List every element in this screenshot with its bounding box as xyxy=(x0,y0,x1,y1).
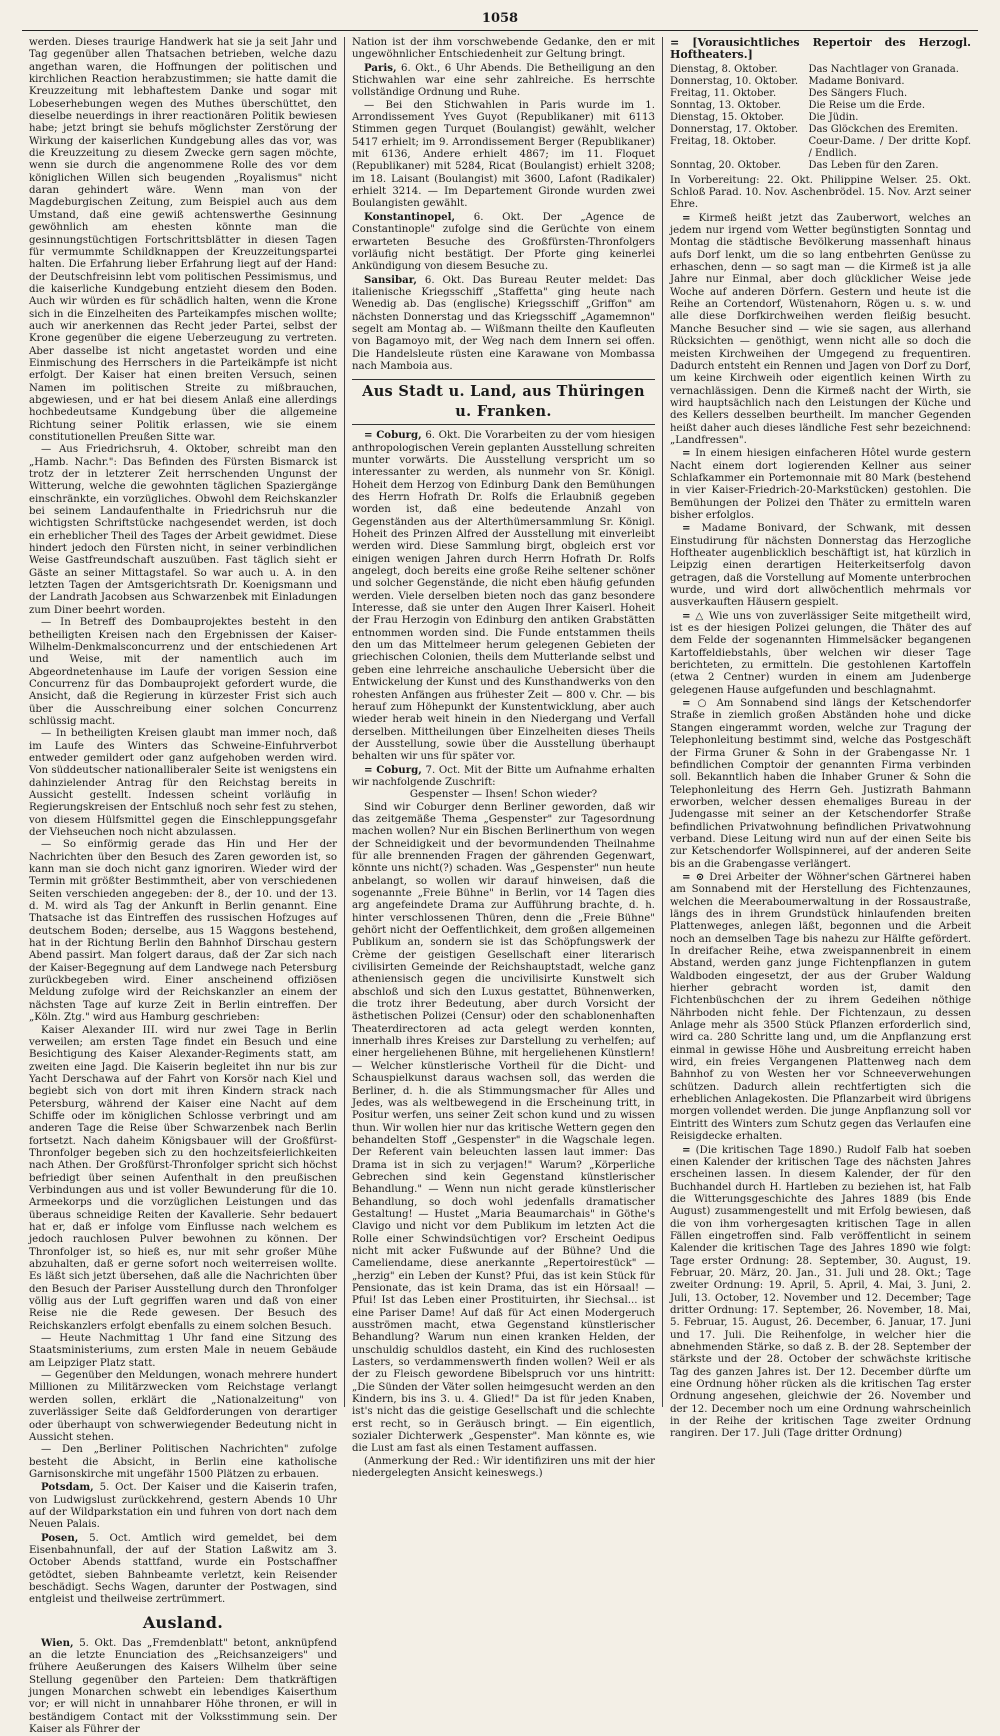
col1-paragraph-12 xyxy=(29,1637,337,1736)
col3-paragraph-2 xyxy=(670,447,971,522)
repertoire-date: Dienstag, 8. Oktober. xyxy=(670,63,778,75)
repertoire-date: Sonntag, 20. Oktober. xyxy=(670,159,782,171)
col1-paragraph-1: werden. Dieses traurige Handwerk hat sie ja seit Jahr und Tag gegenüber allen Thatsachen betrieben, welche dazu angethan waren, die Hoffnungen der politischen und kirchlichen Reaction herabzustimmen; sie hatte damit die Kreuzzeitung mit lebhaftestem Danke und sogar mit Lobeserhebungen wegen des Muthes überschüttet, den dieselbe neuerdings in ihrer reactionären Politik bewiesen habe; jetzt bringt sie behufs möglichster Zerstörung der Wirkung der kaiserlichen Kundgebung alles das vor, was die Kreuzzeitung zu diesem Zwecke gern sagen möchte, wenn sie durch die angenommene Rolle des vor dem königlichen Willen sich beugenden „Royalismus" nicht daran gehindert wäre. Wenn man von der Magdeburgischen Zeitung, zum Beispiel auch aus dem Umstand, daß eine gewiß achtenswerthe Gesinnung gewöhnlich am ehesten könnte man die gesinnungstüchtigen Fortschrittsblätter in diesen Tagen für vermummte Schildknappen der Kreuzzeitungspartei halten. Die Erfahrung lieber Erfahrung liegt auf der Hand: der Deutschfreisinn lebt vom politischen Pessimismus, und die kaiserliche Kundgebung entzieht diesem den Boden. Auch wir würden es für schädlich halten, wenn die Krone sich in die Einzelheiten des Parteikampfes mischen wollte; auch wir anerkennen das Recht jeder Partei, selbst der Krone gegenüber die eigene Ueberzeugung zu vertreten. Aber dasselbe ist nicht angetastet worden und eine Einmischung des Herrschers in die Parteikämpfe ist nicht erfolgt. Der Kaiser hat einen breiten Versuch, seinen Namen im politischen Streite zu mißbrauchen, abgewiesen, und er hat bei diesem Anlaß eine allerdings hochbedeutsame Kundgebung über die allgemeine Richtung seiner Politik erlassen, wie sie einem constitutionellen Preußen Sitte war. xyxy=(29,37,337,443)
repertoire-row xyxy=(670,124,971,136)
dateline-potsdam: Potsdam, xyxy=(41,1481,94,1494)
dateline-posen: Posen, xyxy=(41,1531,79,1544)
repertoire-date: Dienstag, 15. Oktober. xyxy=(670,111,785,123)
section-heading-ausland: Ausland. xyxy=(142,1612,224,1632)
repertoire-play: Das Glöckchen des Eremiten. xyxy=(808,123,959,135)
repertoire-date: Sonntag, 13. Oktober. xyxy=(670,99,782,111)
col2-paragraph-8: Gespenster — Ihsen! Schon wieder? xyxy=(409,789,598,801)
col2-paragraph-9: Sind wir Coburger denn Berliner geworden, daß wir das zeitgemäße Thema „Gespenster" zur Tagesordnung machen wollen? Nur ein Bischen Berlinerthum von wegen der Schneidigkeit und der bevormundenden Theilnahme für alle brennenden Fragen der gährenden Gegenwart, könnte uns nicht(?) schaden. Was „Gespenster" nun heute anbelangt, so wollen wir darauf hinweisen, daß die sogenannte „Freie Bühne" in Berlin, vor 14 Tagen dies arg angefeindete Drama zur Aufführung brachte, d. h. hinter verschlossenen Thüren, denn die „Freie Bühne" gehört nicht der Oeffentlichkeit, dem großen allgemeinen Publikum an, sondern sie ist das Schöpfungswerk der Crème der geistigen Gesellschaft einer literarisch civilisirten Gemeinde der Reichshauptstadt, welche ganz atheniensisch gegen die uncivilisirte Kunstwelt sich abschloß und sich den Luxus gestattet, Bühnenwerken, die trotz ihrer Bedeutung, aber durch Vorsicht der ästhetischen Polizei (Censur) oder den schablonenhaften Theaterdirectoren ad acta gelegt werden konnten, innerhalb ihres Kreises zur Darstellung zu verhelfen; auf einer hergeliehenen Bühne, mit hergeliehenen Künstlern! — Welcher künstlerische Vortheil für die Dicht- und Schauspielkunst daraus wachsen soll, das werden die Berliner, d. h. die als Stimmungsmacher für Alles und Jedes, was als weltbewegend in die Erscheinung tritt, in Positur werfen, uns seiner Zeit schon kund und zu wissen thun. Wir wollen hier nur das kritische Wettern gegen den behandelten Stoff „Gespenster" in die Wagschale legen. Der Referent vain beleuchten lassen laut immer: Das Drama ist in sich zu verjagen!" Warum? „Körperliche Gebrechen sind kein Gegenstand künstlerischer Behandlung." — Wenn nun nicht gerade künstlerischer Behandlung, so doch wohl jedenfalls dramatischer Gestaltung! — Hustet „Maria Beaumarchais" in Göthe's Clavigo und nicht vor dem Publikum im letzten Act die Rolle einer Schwindsüchtigen vor? Erscheint Oedipus nicht mit acker Fußwunde auf der Bühne? Und die Cameliendame, diese anerkannte „Repertoirestück" — „herzig" ein Leben der Kunst? Pfui, das ist kein Stück für Pensionate, das ist kein Drama, das ist ein Hörsaal! — Pfui! Ist das Leben einer Prostituirten, ihr Siechsal... ist eine Pariser Dame! Auf daß für Act einen Modergeruch ausströmen macht, etwa Gegenstand künstlerischer Behandlung? Warum nun einen kranken Helden, der unschuldig schuldlos dasteht, ein Kind des ruchlosesten Lasters, so verdammenswerth finden wollen? Weil er als der zu Fleisch gewordene Bibelspruch vor uns hintritt: „Die Sünden der Väter sollen heimgesucht werden an den Kindern, bis ins 3. u. 4. Glied!" Da ist für jeden Knaben, ist's nicht das die geistige Gesellschaft und die schlechte erst recht, so in Geräusch bringt. — Ein eigentlich, sozialer Dichterwerk „Gespenster". Man könnte es, wie die Lust am fast als einen Testament auffassen. xyxy=(352,801,655,1455)
repertoire-date: Donnerstag, 10. Oktober. xyxy=(670,75,799,87)
col3-paragraph-4 xyxy=(670,610,971,697)
equals-mark-icon: = xyxy=(364,429,373,442)
col2-paragraph-10: (Anmerkung der Red.: Wir identifiziren uns mit der hier niedergelegten Ansicht keineswegs.) xyxy=(352,1455,655,1480)
col2-paragraph-2 xyxy=(352,62,655,100)
col2-paragraph-5 xyxy=(352,274,655,374)
col2-paragraph-1: Nation ist der ihm vorschwebende Gedanke, den er mit ungewöhnlicher Entschiedenheit zur Geltung bringt. xyxy=(352,37,655,61)
repertoire-date: Freitag, 18. Oktober. xyxy=(670,135,777,147)
dateline-konstantinopel: Konstantinopel, xyxy=(364,210,456,223)
col3-paragraph-7 xyxy=(670,1144,971,1441)
repertoire-note: In Vorbereitung: 22. Okt. Philippine Welser. 25. Okt. Schloß Parad. 10. Nov. Aschenbrödel. 15. Nov. Arzt seiner Ehre. xyxy=(670,174,971,211)
col3-paragraph-5-text: Am Sonnabend sind längs der Ketschendorfer Straße in ziemlich großen Abständen hohe und dicke Stangen eingerammt worden, welche zur Tragung der Telephonleitung bestimmt sind, welche das Postgeschäft der Firma Gruner & Sohn in der Grabengasse Nr. 1 befindlichen Comptoir der genannten Firma verbinden soll. Bekanntlich haben die Inhaber Gruner & Sohn die Telephonleitung des Herrn Geh. Justizrath Bahmann erworben, welcher dessen ehemaliges Bureau in der Judengasse mit seiner an der Ketschendorfer Straße befindlichen Privatwohnung befindlichen Privatwohnung verband. Diese Leitung wird nun auf der einen Seite bis zur Ketschendorfer Wollspinnerei, auf der anderen Seite bis an die Grabengasse verlängert. xyxy=(670,698,971,870)
equals-mark-icon: = xyxy=(682,1143,691,1156)
col3-paragraph-4-text: Wie uns von zuverlässiger Seite mitgetheilt wird, ist es der hiesigen Polizei gelungen, die Thäter des auf dem Felde der sogenannten Himmelsäcker begangenen Kartoffeldiebstahls, über welchen wir dieser Tage berichteten, zu ermitteln. Die gestohlenen Kartoffeln (etwa 2 Centner) wurden in einem am Judenberge gelegenen Hause aufgefunden und beschlagnahmt. xyxy=(670,610,971,696)
repertoire-play: Coeur-Dame. / Der dritte Kopf. / Endlich. xyxy=(808,135,971,159)
equals-mark-icon: = xyxy=(682,211,691,224)
repertoire-play: Die Jüdin. xyxy=(808,111,859,123)
repertoire-row xyxy=(670,112,971,124)
col1-paragraph-9: — Den „Berliner Politischen Nachrichten" zufolge besteht die Absicht, in Berlin eine katholische Garnisonskirche mit ungefähr 1500 Plätzen zu erbauen. xyxy=(29,1444,337,1480)
repertoire-play: Madame Bonivard. xyxy=(808,75,905,87)
col3-paragraph-6 xyxy=(670,871,971,1144)
col3-paragraph-1 xyxy=(670,212,971,448)
repertoire-play: Das Nachtlager von Granada. xyxy=(808,63,959,75)
repertoire-row xyxy=(670,136,971,160)
col3-paragraph-5 xyxy=(670,697,971,871)
circle-mark-icon: = ○ xyxy=(682,697,710,710)
col2-paragraph-5-text: 6. Okt. Das Bureau Reuter meldet: Das italienische Kriegsschiff „Staffetta" ging heute nach Wenedig ab. Das (englische) Kriegsschiff „Griffon" am nächsten Donnerstag und das Kriegsschiff „Agamemnon" segelt am Montag ab. — Wißmann theilte den Kaufleuten von Bagamoyo mit, der Weg nach dem Innern sei offen. Die Handelsleute rüsten eine Karawane von Mombassa nach Mamboia aus. xyxy=(352,274,655,372)
dateline-wien: Wien, xyxy=(41,1636,74,1649)
columns xyxy=(22,36,978,1736)
col3-paragraph-1-text: Kirmeß heißt jetzt das Zauberwort, welches an jedem nur irgend vom Wetter begünstigten Sonntag und Montag die städtische Bevölkerung massenhaft hinaus aufs Dorf lenkt, um die so lang entbehrten Genüsse zu erhaschen, denn — so sagt man — die Kirmeß ist ja alle Jahre nur Einmal, aber doch glücklicher Weise jede Woche auf anderen Dörfern. Gestern und heute ist die Reihe an Cortendorf, Wüstenahorn, Rögen u. s. w. und alle diese Dorfkirchweihen werden fleißig besucht. Manche Besucher sind — wie sie sagen, aus allerhand Rücksichten — genöthigt, wenn nicht alle so doch die meisten Kirchweihen der Umgegend zu frequentiren. Dadurch entsteht ein Rennen und Jagen von Dorf zu Dorf, um keine Kirchweih oder eigentlich keinen Wirth zu vernachlässigen. Denn die Kirmeß nacht der Wirth, sie wird hauptsächlich nach den Leistungen der Küche und des Kellers desselben beurtheilt. Im mancher Gegenden heißt daher auch dieses ländliche Fest sehr bezeichnend: „Landfressen". xyxy=(670,212,971,446)
column-2 xyxy=(344,37,662,1480)
equals-mark-icon: = xyxy=(364,763,373,776)
repertoire-play: Die Reise um die Erde. xyxy=(808,99,926,111)
col3-paragraph-7-text: (Die kritischen Tage 1890.) Rudolf Falb hat soeben einen Kalender der kritischen Tage des nächsten Jahres erscheinen lassen. In diesem Kalender, der für den Buchhandel durch H. Hartleben zu beziehen ist, hat Falb die Witterungsgeschichte des Jahres 1889 (bis Ende August) zusammengestellt und mit Erfolg bewiesen, daß die von ihm vorhergesagten kritischen Tage in allen Fällen eingetroffen sind. Falb veröffentlicht in seinem Kalender die kritischen Tage des Jahres 1890 wie folgt: Tage erster Ordnung: 28. September, 30. August, 19. Februar, 20. März, 20. Jan., 31. Juli und 28. Okt.; Tage zweiter Ordnung: 19. April, 5. April, 4. Mai, 3. Juni, 2. Juli, 13. October, 12. November und 12. December; Tage dritter Ordnung: 17. September, 26. November, 18. Mai, 5. Februar, 15. August, 26. December, 6. Januar, 17. Juni und 17. Juli. Die Reihenfolge, in welcher hier die abnehmenden Stärke, so daß z. B. der 28. September der stärkste und der 28. October der schwächste kritische Tag des ganzen Jahres ist. Der 12. December dürfte um eine Ordnung höher rücken als die kritischen Tag erster Ordnung angesehen, gleichwie der 26. November und der 12. December noch um eine Ordnung wahrscheinlich in der Reihe der kritischen Tage zweiter Ordnung rangiren. Der 17. Juli (Tage dritter Ordnung) xyxy=(670,1144,971,1440)
col2-paragraph-4-text: 6. Okt. Der „Agence de Constantinople" zufolge sind die Gerüchte von einem erwarteten Besuche des Großfürsten-Thronfolgers vorläufig nicht bestätigt. Der Pforte ging keinerlei Ankündigung von diesem Besuche zu. xyxy=(352,211,655,273)
col1-paragraph-6: Kaiser Alexander III. wird nur zwei Tage in Berlin verweilen; am ersten Tage findet ein Besuch und eine Besichtigung des Kaiser Alexander-Regiments statt, am zweiten eine Jagd. Die Kaiserin begleitet ihn nur bis zur Yacht Derschawa auf der Fahrt von Korsör nach Kiel und begiebt sich von dort mit ihren Kindern strack nach Petersburg, während der Kaiser eine Nacht auf dem Schiffe oder im königlichen Schlosse verbringt und am anderen Tage die Reise über Schwarzenbek nach Berlin fortsetzt. Nach daheim Königsbauer will der Großfürst-Thronfolger begeben sich zu den hochzeitsfeierlichkeiten nach Athen. Der Großfürst-Thronfolger spricht sich höchst befriedigt über seinen Aufenthalt in den preußischen Verbindungen aus und ist voller Bewunderung für die 10. Armeekorps und die vorzüglichen Leistungen und das überaus schneidige Reiten der Kavallerie. Sehr bedauert hat er, daß er infolge vom Einflusse nach welchem es jedoch rauchlosen Pulver bewohnen zu können. Der Thronfolger ist, so hieß es, nur mit sehr großer Mühe abzuhalten, daß er gerne sofort noch weiterreisen wollte. Es läßt sich jetzt übersehen, daß alle die Nachrichten über den Besuch der Pariser Ausstellung durch den Thronfolger völlig aus der Luft gegriffen waren und daß von einer Reise nie die Rede gewesen. Der Besuch des Reichskanzlers erfolgt ebenfalls zu einem solchen Besuch. xyxy=(29,1024,337,1332)
repertoire-row xyxy=(670,88,971,100)
col1-paragraph-5: — So einförmig gerade das Hin und Her der Nachrichten über den Besuch des Zaren geworden ist, so kann man sie doch nicht ganz ignoriren. Wieder wird der Termin mit größter Bestimmtheit, aber von verschiedenen Seiten verschieden angegeben: der 8., der 10. und der 13. d. M. wird als Tag der Ankunft in Berlin genannt. Eine Thatsache ist das Eintreffen des russischen Hofzuges auf deutschem Boden; derselbe, aus 15 Waggons bestehend, hat in der Richtung Berlin den Bahnhof Dirschau gestern Abend passirt. Man folgert daraus, daß der Zar sich nach der Kaiser-Begegnung auf dem Landwege nach Petersburg zurückbegeben wird. Einer anscheinend offiziösen Meldung zufolge wird der Reichskanzler an einem der nächsten Tage auf kurze Zeit in Berlin eintreffen. Der „Köln. Ztg." wird aus Hamburg geschrieben: xyxy=(29,839,337,1024)
col2-paragraph-6-text: 6. Okt. Die Vorarbeiten zu der vom hiesigen anthropologischen Verein geplanten Ausstellung schreiten munter vorwärts. Die Ausstellung verspricht um so interessanter zu werden, als nunmehr von Sr. Königl. Hoheit dem Herzog von Edinburg Dank den Bemühungen des Herrn Hofrath Dr. Rolfs die Erlaubniß gegeben worden ist, daß eine bedeutende Anzahl von Gegenständen aus der Alterthümersammlung Sr. Königl. Hoheit des Prinzen Alfred der Ausstellung mit einverleibt werden wird. Diese Sammlung birgt, obgleich erst vor einigen wenigen Jahren durch Herrn Hofrath Dr. Rolfs angelegt, doch bereits eine große Reihe seltener schöner und solcher Gegenstände, die nicht eben häufig gefunden werden. Viele derselben bieten noch das ganz besondere Interesse, daß sie unter den Augen Ihrer Kaiserl. Hoheit der Frau Herzogin von Edinburg den antiken Grabstätten entnommen worden sind. Die Funde entstammen theils den um das Mittelmeer herum gelegenen Gebieten der griechischen Colonien, theils dem Mutterlande selbst und geben eine lehrreiche anschauliche Uebersicht über die Entwickelung der Kunst und des Kunsthandwerks von den rohesten Anfängen aus frühester Zeit — 800 v. Chr. — bis herauf zum Höhepunkt der Kunstentwicklung, aber auch wieder herab weit hinein in den Niedergang und Verfall derselben. Mittheilungen über Einzelheiten dieses Theils der Ausstellung, sowie über die Ausstellung überhaupt behalten wir uns für später vor. xyxy=(352,430,655,763)
repertoire-row xyxy=(670,160,971,172)
dateline-coburg-1: Coburg, xyxy=(376,429,422,442)
col2-paragraph-7 xyxy=(352,764,655,790)
dateline-coburg-2: Coburg, xyxy=(376,763,422,776)
col2-paragraph-2-text: 6. Okt., 6 Uhr Abends. Die Betheiligung an den Stichwahlen war eine sehr zahlreiche. Es herrschte vollständige Ordnung und Ruhe. xyxy=(352,62,655,99)
top-rule xyxy=(22,30,978,31)
col1-paragraph-4: — In betheiligten Kreisen glaubt man immer noch, daß im Laufe des Winters das Schweine-Einfuhrverbot entweder gemildert oder ganz aufgehoben werden wird. Von süddeutscher nationalliberaler Seite ist wenigstens ein dahinzielender Antrag für den Reichstag bereits in Aussicht gestellt. Indessen scheint vorläufig in Regierungskreisen der Entschluß noch sehr fest zu stehen, von diesem Hülfsmittel gegen die Einschleppungsgefahr der Viehseuchen noch nicht abzulassen. xyxy=(29,728,337,838)
repertoire-play: Das Leben für den Zaren. xyxy=(808,159,939,171)
equals-mark-icon: = xyxy=(682,522,691,535)
col2-paragraph-4 xyxy=(352,211,655,274)
col1-paragraph-11-text: 5. Oct. Amtlich wird gemeldet, bei dem Eisenbahnunfall, der auf der Station Laßwitz am 3. October Abends stattfand, wurde ein Postschaffner getödtet, sieben Bahnbeamte verletzt, kein Reisender beschädigt. Sechs Wagen, darunter der Postwagen, sind entgleist und theilweise zertrümmert. xyxy=(29,1532,337,1606)
col3-paragraph-2-text: In einem hiesigen einfacheren Hôtel wurde gestern Nacht einem dort logierenden Kellner aus seiner Schlafkammer ein Portemonnaie mit 80 Mark (bestehend in vier Kaiser-Friedrich-20-Markstücken) gestohlen. Die Bemühungen der Polizei den Thäter zu ermitteln waren bisher erfolglos. xyxy=(670,448,971,521)
col1-paragraph-10 xyxy=(29,1481,337,1531)
repertoire-table xyxy=(670,64,971,172)
col3-paragraph-3 xyxy=(670,522,971,609)
col1-paragraph-12-text: 5. Okt. Das „Fremdenblatt" betont, anknüpfend an die letzte Enunciation des „Reichsanzeigers" und frühere Aeußerungen des Kaisers Wilhelm über seine Stellung gegenüber den Parteien: Dem thatkräftigen jungen Monarchen schwebt ein lebendiges Kaiserthum vor; er will nicht in unnahbarer Höhe thronen, er will in beständigem Contact mit der Volksstimmung sein. Der Kaiser als Führer der xyxy=(29,1637,337,1736)
col1-paragraph-10-text: 5. Oct. Der Kaiser und die Kaiserin trafen, von Ludwigslust zurückkehrend, gestern Abends 10 Uhr auf der Wildparkstation ein und fuhren von dort nach dem Neuen Palais. xyxy=(29,1482,337,1531)
repertoire-row xyxy=(670,76,971,88)
dateline-paris: Paris, xyxy=(364,61,397,74)
col2-paragraph-3: — Bei den Stichwahlen in Paris wurde im 1. Arrondissement Yves Guyot (Republikaner) mit 6113 Stimmen gegen Turquet (Boulangist) gewählt, welcher 5417 erhielt; im 9. Arrondissement Berger (Republikaner) mit 6136, Andere erhielt 4867; im 11. Floquet (Republikaner) mit 5284, Ricat (Boulangist) erhielt 3208; im 18. Laisant (Boulangist) mit 3600, Lafont (Radikaler) erhielt 3214. — Im Departement Gironde wurden zwei Boulangisten gewählt. xyxy=(352,99,655,210)
section-heading-stadt-land: Aus Stadt u. Land, aus Thüringen u. Franken. xyxy=(352,379,655,425)
column-3 xyxy=(662,36,978,1440)
col2-paragraph-6 xyxy=(352,429,655,763)
dateline-sansibar: Sansibar, xyxy=(364,273,417,286)
equals-mark-icon: = xyxy=(682,447,691,460)
col1-paragraph-8: — Gegenüber den Meldungen, wonach mehrere hundert Millionen zu Militärzwecken vom Reichstage verlangt werden sollen, erklärt die „Nationalzeitung" von zuverlässiger Seite daß Geldforderungen von derartiger oder überhaupt von schwerwiegender Bedeutung nicht in Aussicht stehen. xyxy=(29,1370,337,1443)
repertoire-date: Freitag, 11. Oktober. xyxy=(670,87,777,99)
page-number: 1058 xyxy=(481,11,519,26)
column-1 xyxy=(22,37,344,1736)
repertoire-play: Des Sängers Fluch. xyxy=(808,87,908,99)
triangle-mark-icon: = △ xyxy=(682,609,705,622)
repertoire-date: Donnerstag, 17. Oktober. xyxy=(670,123,799,135)
col3-paragraph-3-text: Madame Bonivard, der Schwank, mit dessen Einstudirung für nächsten Donnerstag das Herzogliche Hoftheater augenblicklich beschäftigt ist, hat kürzlich in Leipzig einen derartigen Heiterkeitserfolg davon getragen, daß die Vorstellung auf Momente unterbrochen wurde, und wird dort allwöchentlich mehrmals vor ausverkauften Häusern gespielt. xyxy=(670,523,971,609)
col1-paragraph-7: — Heute Nachmittag 1 Uhr fand eine Sitzung des Staatsministeriums, zum ersten Male in neuem Gebäude am Leipziger Platz statt. xyxy=(29,1333,337,1369)
col2-paragraph-7-text: 7. Oct. Mit der Bitte um Aufnahme erhalten wir nachfolgende Zuschrift: xyxy=(352,764,655,788)
repertoire-row xyxy=(670,100,971,112)
col1-paragraph-3: — In Betreff des Dombauprojektes besteht in den betheiligten Kreisen nach den Ergebnissen der Kaiser-Wilhelm-Denkmalsconcurrenz und der entschiedenen Art und Weise, mit der namentlich auch im Abgeordnetenhause im Laufe der vorigen Session eine Concurrenz für das Dombauprojekt gefordert wurde, die Ansicht, daß die Regierung in kürzester Frist sich auch über die Ausschreibung einer solchen Concurrenz schlüssig macht. xyxy=(29,617,337,727)
repertoire-row xyxy=(670,64,971,76)
col1-paragraph-11 xyxy=(29,1532,337,1607)
col1-paragraph-2: — Aus Friedrichsruh, 4. Oktober, schreibt man den „Hamb. Nachr.": Das Befinden des Fürsten Bismarck ist trotz der in letzterer Zeit herrschenden Ungunst der Witterung, welche die gewohnten täglichen Spaziergänge einschränkte, ein vorzügliches. Obwohl dem Reichskanzler bei seinem Landaufenthalte in Friedrichsruh nur die wichtigsten Schriftstücke nachgesendet werden, ist doch ein erheblicher Theil des Tages der Arbeit gewidmet. Diese hindert jedoch den Fürsten nicht, in seiner verbindlichen Weise Gastfreundschaft auszuüben. Fast täglich sieht er Gäste an seiner Mittagstafel. So war auch u. A. in den letzten Tagen der Amtsgerichtsrath Dr. Koenigsmann und der Landrath Jacobsen aus Schwarzenbek mit Einladungen zum Diner beehrt worden. xyxy=(29,444,337,616)
repertoire-heading xyxy=(670,37,971,62)
repertoire-table-body xyxy=(670,64,971,172)
repertoire-heading-text: [Vorausichtliches Repertoir des Herzogl. Hoftheaters.] xyxy=(670,36,971,62)
dot-circle-mark-icon: = ⊙ xyxy=(682,870,705,883)
col3-paragraph-6-text: Drei Arbeiter der Wöhner'schen Gärtnerei haben am Sonnabend mit der Herstellung des Fichtenzaunes, welchen die Meeraboumerwaltung in der Rossaustraße, längs des in ihrem Grundstück hinlaufenden breiten Plattenweges, anlegen läßt, begonnen und die Arbeit noch an demselben Tage bis nahezu zur Hälfte gefördert. In dreifacher Reihe, etwa zweispannenbreit in einem Abstand, werden ganz junge Fichtenpflanzen in gutem Waldboden eingesetzt, der aus der Gruber Waldung hierher gebracht worden ist, damit den Fichtenbüschchen der zu ihrem Gedeihen nöthige Nährboden nicht fehle. Der Fichtenzaun, zu dessen Anlage mehr als 3500 Stück Pflanzen erforderlich sind, wird ca. 280 Schritte lang und, um die Anpflanzung erst einmal in gewisse Höhe und Ausbreitung erreicht haben wird, ein freies Vergangenen Plattenweg nach dem Bahnhof zu von Westen her vor Schneeverwehungen schützen. Dadurch allein rechtfertigten sich die erheblichen Anlagekosten. Die Pflanzarbeit wird übrigens morgen vollendet werden. Die junge Anpflanzung soll vor Eintritt des Winters zum Schutz gegen das Verlaufen eine Reisigdecke erhalten. xyxy=(670,871,971,1143)
equals-mark-icon: = xyxy=(670,36,680,49)
